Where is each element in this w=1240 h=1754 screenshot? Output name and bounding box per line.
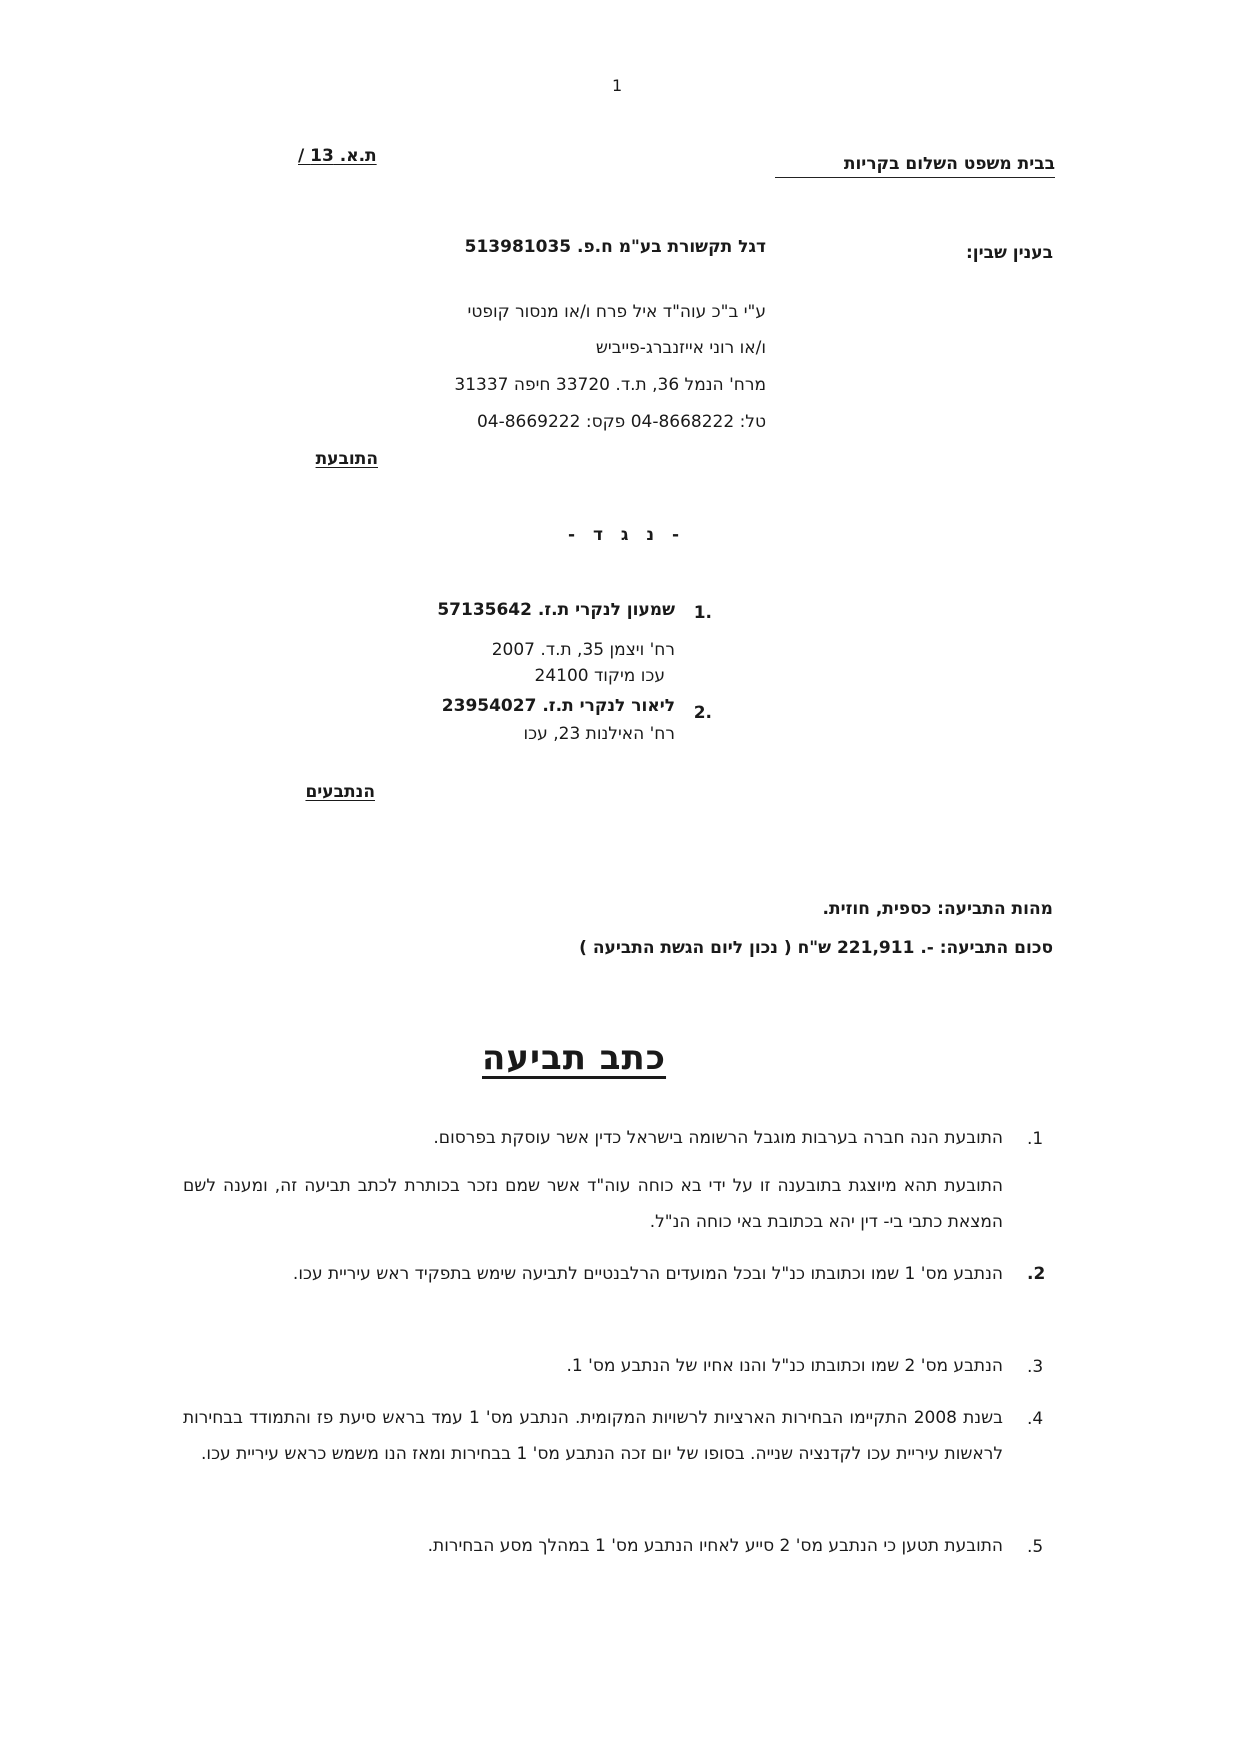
defendant-1-number: .1 bbox=[693, 603, 712, 623]
case-number: ת.א. 13 / bbox=[298, 146, 377, 166]
plaintiff-address: מרח' הנמל 36, ת.ד. 33720 חיפה 31337 bbox=[454, 375, 766, 395]
defendant-1-city: עכו מיקוד 24100 bbox=[534, 666, 665, 686]
paragraph-1-number: .1 bbox=[1027, 1129, 1044, 1149]
paragraph-3-number: .3 bbox=[1027, 1357, 1044, 1377]
paragraph-2: הנתבע מס' 1 שמו וכתובתו כנ"ל ובכל המועדים הרלבנטיים לתביעה שימש בתפקיד ראש עיריית עכו. bbox=[292, 1264, 1003, 1284]
defendants-role: הנתבעים bbox=[305, 782, 375, 802]
paragraph-1: התובעת הנה חברה בערבות מוגבל הרשומה בישראל כדין אשר עוסקת בפרסום. bbox=[433, 1128, 1003, 1148]
paragraph-3: הנתבע מס' 2 שמו וכתובתו כנ"ל והנו אחיו של הנתבע מס' 1. bbox=[566, 1356, 1003, 1376]
versus: - נ ג ד - bbox=[568, 525, 686, 545]
claim-nature: מהות התביעה: כספית, חוזית. bbox=[822, 899, 1053, 919]
plaintiff-role: התובעת bbox=[315, 449, 378, 469]
defendant-1-name: שמעון לנקרי ת.ז. 57135642 bbox=[437, 600, 675, 620]
plaintiff-name: דגל תקשורת בע"מ ח.פ. 513981035 bbox=[464, 237, 766, 257]
paragraph-2-number: .2 bbox=[1027, 1264, 1046, 1284]
plaintiff-phone-fax: טל: 04-8668222 פקס: 04-8669222 bbox=[476, 412, 766, 432]
document-title: כתב תביעה bbox=[482, 1038, 667, 1078]
claim-amount: סכום התביעה: -. 221,911 ש"ח ( נכון ליום הגשת התביעה ) bbox=[579, 938, 1053, 958]
defendant-2-name: ליאור לנקרי ת.ז. 23954027 bbox=[441, 696, 675, 716]
paragraph-5: התובעת תטען כי הנתבע מס' 2 סייע לאחיו הנתבע מס' 1 במהלך מסע הבחירות. bbox=[427, 1536, 1003, 1556]
plaintiff-attorneys-cont: ו/או רוני אייזנברג-פייביש bbox=[595, 338, 766, 358]
paragraph-4-number: .4 bbox=[1027, 1409, 1044, 1429]
in-the-matter-label: בענין שבין: bbox=[965, 243, 1053, 263]
paragraph-5-number: .5 bbox=[1027, 1537, 1044, 1557]
defendant-2-number: .2 bbox=[693, 703, 712, 723]
plaintiff-attorneys: ע"י ב"כ עוה"ד איל פרח ו/או מנסור קופטי bbox=[467, 302, 766, 322]
paragraph-4: בשנת 2008 התקיימו הבחירות הארציות לרשויות המקומית. הנתבע מס' 1 עמד בראש סיעת פז והתמודד בבחירות לראשות עיריית עכו לקדנציה שנייה. בסופו של יום זכה הנתבע מס' 1 בבחירות ומאז הנו משמש כראש עיריית עכו. bbox=[183, 1408, 1003, 1464]
court-name: בבית משפט השלום בקריות bbox=[775, 154, 1055, 178]
page-number: 1 bbox=[612, 76, 623, 95]
defendant-2-address: רח' האילנות 23, עכו bbox=[523, 724, 675, 744]
paragraph-1-continued: התובעת תהא מיוצגת בתובענה זו על ידי בא כוחה עוה"ד אשר שמם נזכר בכותרת לכתב תביעה זה, ומענה לשם המצאת כתבי בי- דין יהא בכתובת באי כוחה הנ"ל. bbox=[183, 1176, 1003, 1232]
defendant-1-address: רח' ויצמן 35, ת.ד. 2007 bbox=[491, 640, 675, 660]
